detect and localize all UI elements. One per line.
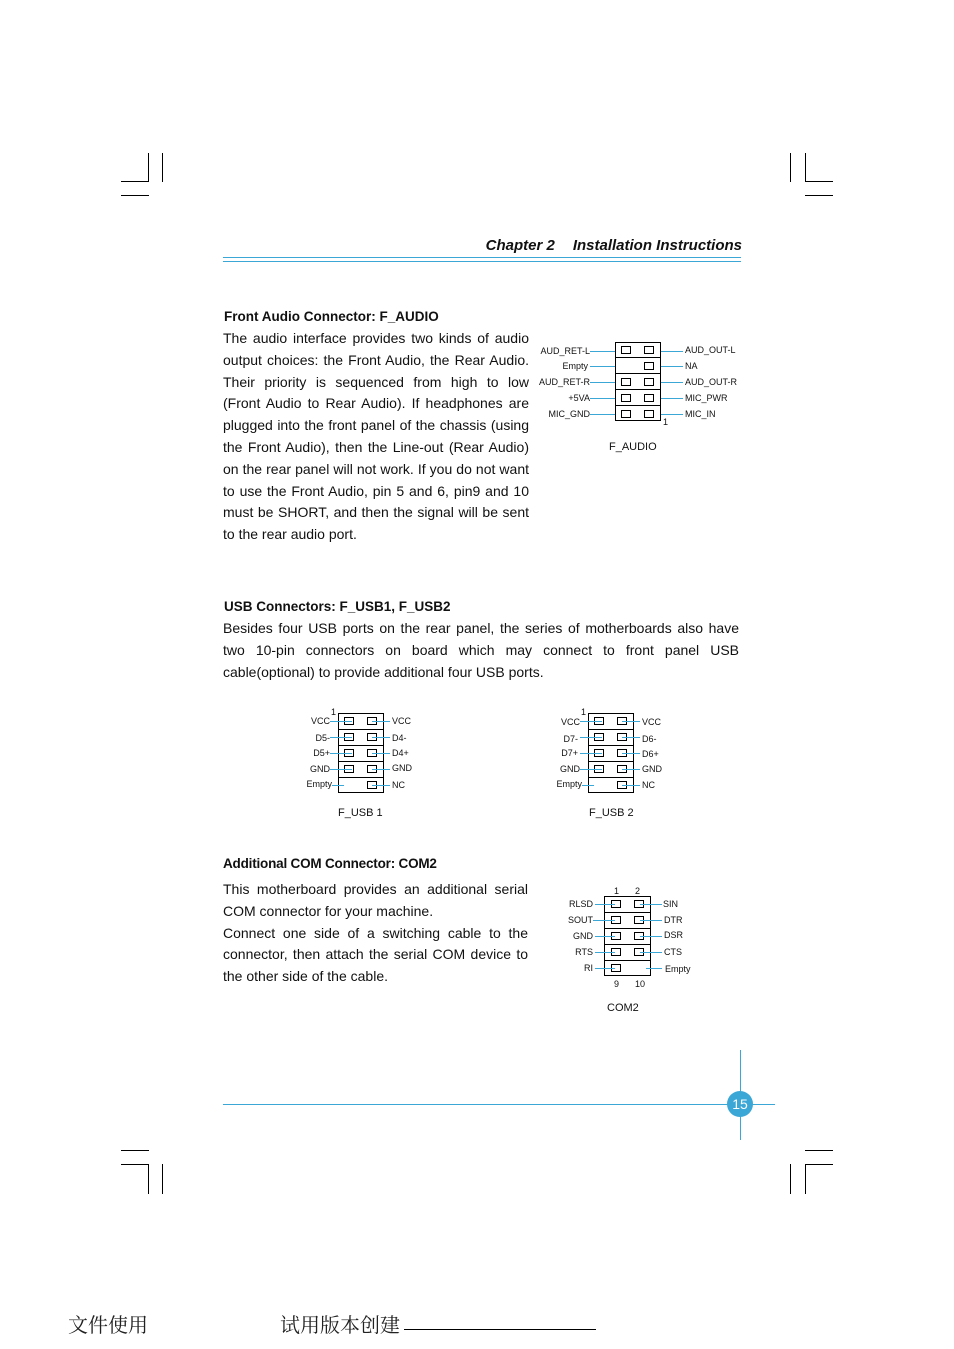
f-usb2-left-pin-label: VCC	[560, 717, 580, 727]
audio-heading: Front Audio Connector: F_AUDIO	[224, 309, 439, 324]
footer-rule	[223, 1104, 775, 1105]
f-usb2-right-pin-label: D6-	[642, 734, 657, 744]
f-usb1-left-pin-label: Empty	[306, 779, 332, 789]
com-heading: Additional COM Connector: COM2	[223, 856, 437, 871]
f-usb2-right-pin-label: NC	[642, 780, 655, 790]
com2-left-pin-label: GND	[573, 931, 593, 941]
com2-left-pin-label: RTS	[575, 947, 593, 957]
audio-paragraph: The audio interface provides two kinds of audio output choices: the Front Audio, the Rear Audio. Their priority is sequenced from high to low (Front Audio to Rear Audio). If headphones are plugged into the front panel of the chassis (using the Front Audio), then the Line-out (Rear Audio) on the rear panel will not work. If you do not want to use the Front Audio, pin 5 and 6, pin9 and 10 must be SHORT, and then the signal will be sent to the rear audio port.	[223, 330, 529, 543]
f-usb2-caption: F_USB 2	[589, 807, 634, 819]
f-usb2-right-pin-label: GND	[642, 764, 662, 774]
f-usb1-pin1-marker: 1	[331, 707, 337, 717]
f-audio-left-pin-label: AUD_RET-R	[538, 377, 590, 387]
f-audio-left-pin-label: +5VA	[568, 393, 590, 403]
f-usb2-pin1-marker: 1	[581, 707, 587, 717]
page-header	[486, 237, 742, 254]
f-usb1-right-pin-label: NC	[392, 780, 405, 790]
com2-pin-number: 2	[635, 886, 641, 896]
com2-right-pin-label: SIN	[663, 899, 679, 909]
page-number: 15	[727, 1091, 753, 1117]
com2-pin-number: 10	[635, 979, 646, 989]
footer-left-text: 文件使用	[68, 1313, 148, 1337]
footer-underline	[404, 1329, 596, 1330]
f-usb2-left-pin-label: GND	[560, 764, 580, 774]
f-usb1-caption: F_USB 1	[338, 807, 383, 819]
f-usb1-right-pin-label: GND	[392, 763, 412, 773]
com2-pin-number: 1	[614, 886, 620, 896]
com2-left-pin-label: RLSD	[568, 899, 593, 909]
f-audio-left-pin-label: AUD_RET-L	[540, 346, 590, 356]
f-usb1-left-pin-label: VCC	[310, 716, 330, 726]
com2-right-pin-label: CTS	[664, 947, 682, 957]
f-usb1-left-pin-label: GND	[310, 764, 330, 774]
f-audio-left-pin-label: Empty	[562, 361, 588, 371]
usb-heading: USB Connectors: F_USB1, F_USB2	[224, 599, 451, 614]
f-usb1-right-pin-label: D4+	[392, 748, 409, 758]
usb-paragraph: Besides four USB ports on the rear panel, the series of motherboards also have two 10-pin connectors on board which may connect to front panel USB cable(optional) to provide additional four USB ports.	[223, 620, 739, 680]
f-usb2-left-pin-label: D7-	[563, 734, 578, 744]
com-paragraph: This motherboard provides an additional serial COM connector for your machine. Connect one side of a switching cable to the connector, then attach the serial COM device to the other side of the cable.	[223, 881, 528, 985]
f-usb2-left-pin-label: Empty	[556, 779, 582, 789]
f-usb2-left-pin-label: D7+	[561, 748, 578, 758]
f-usb1-right-pin-label: VCC	[392, 716, 412, 726]
f-audio-right-pin-label: AUD_OUT-R	[685, 377, 738, 387]
chapter-label: Chapter 2	[485, 237, 555, 254]
f-usb1-left-pin-label: D5+	[313, 748, 330, 758]
f-audio-left-pin-label: MIC_GND	[548, 409, 590, 419]
com2-pin-number: 9	[614, 979, 620, 989]
f-usb1-left-pin-label: D5-	[315, 733, 330, 743]
f-audio-caption: F_AUDIO	[609, 441, 657, 453]
f-audio-pin1-marker: 1	[663, 417, 669, 427]
header-rule-bottom	[223, 261, 741, 262]
footer-right-text: 试用版本创建	[280, 1313, 400, 1337]
f-usb2-right-pin-label: VCC	[642, 717, 662, 727]
com2-right-pin-label: DSR	[664, 930, 684, 940]
f-usb1-right-pin-label: D4-	[392, 733, 407, 743]
header-rule-top	[223, 257, 741, 258]
f-audio-right-pin-label: AUD_OUT-L	[685, 345, 736, 355]
com2-left-pin-label: SOUT	[567, 915, 593, 925]
com2-right-pin-label: Empty	[665, 964, 691, 974]
f-audio-right-pin-label: MIC_PWR	[685, 393, 728, 403]
f-audio-right-pin-label: NA	[685, 361, 698, 371]
f-usb2-right-pin-label: D6+	[642, 749, 659, 759]
com2-left-pin-label: RI	[584, 963, 593, 973]
com2-right-pin-label: DTR	[664, 915, 683, 925]
section-label: Installation Instructions	[572, 237, 742, 254]
f-audio-right-pin-label: MIC_IN	[685, 409, 716, 419]
com2-caption: COM2	[607, 1002, 639, 1014]
